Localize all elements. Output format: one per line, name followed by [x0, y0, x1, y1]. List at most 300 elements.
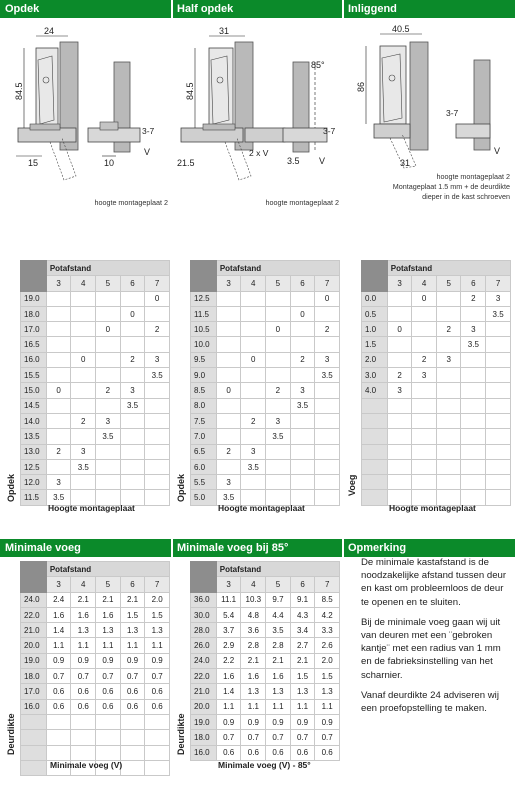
table-cell: 1.6: [216, 669, 241, 684]
table-cell: 2: [315, 322, 340, 337]
table-cell: 0.7: [241, 730, 266, 745]
table-row: [191, 714, 340, 729]
xlabel-opdek: Hoogte montageplaat: [48, 503, 135, 513]
table-cell: [71, 429, 96, 444]
row-header: 18.0: [21, 669, 47, 684]
table-corner: [191, 562, 217, 593]
table-row: [191, 459, 340, 474]
table-cell: 1.5: [315, 669, 340, 684]
column-header: 4: [71, 577, 96, 592]
table-cell: 3.5: [216, 490, 241, 505]
table-cell: [315, 413, 340, 428]
table-cell: 0.7: [290, 730, 315, 745]
table-row: [21, 730, 170, 745]
table-cell: 1.1: [71, 638, 96, 653]
table-cell: 0.7: [46, 669, 71, 684]
table-cell: 0: [387, 322, 412, 337]
row-header: 14.5: [21, 398, 47, 413]
table-cell: 2: [71, 413, 96, 428]
column-header: 7: [315, 276, 340, 291]
table-cell: 0.7: [315, 730, 340, 745]
row-header: 14.0: [21, 413, 47, 428]
xlabel-inliggend: Hoogte montageplaat: [389, 503, 476, 513]
table-cell: [387, 429, 412, 444]
table-cell: 0.6: [315, 745, 340, 760]
row-header: 1.0: [362, 322, 388, 337]
table-cell: [46, 352, 71, 367]
column-header: 7: [486, 276, 511, 291]
table-cell: [71, 337, 96, 352]
row-header: 2.0: [362, 352, 388, 367]
column-header: 5: [96, 276, 121, 291]
table-cell: [486, 337, 511, 352]
svg-text:3-7: 3-7: [323, 126, 336, 136]
table-cell: [120, 291, 145, 306]
header-inliggend: Inliggend: [343, 0, 515, 18]
table-row: [21, 714, 170, 729]
table-cell: [266, 475, 291, 490]
row-header: 8.0: [191, 398, 217, 413]
table-cell: 0.6: [120, 684, 145, 699]
column-header: 3: [46, 577, 71, 592]
table-cell: [216, 337, 241, 352]
table-cell: [145, 475, 170, 490]
table-cell: [315, 459, 340, 474]
table-cell: [120, 459, 145, 474]
table-cell: 0.7: [71, 669, 96, 684]
row-header: 19.0: [21, 653, 47, 668]
table-cell: 1.6: [46, 607, 71, 622]
table-cell: 3.3: [315, 623, 340, 638]
svg-text:21.5: 21.5: [177, 158, 195, 168]
table-cell: [387, 459, 412, 474]
svg-text:31: 31: [219, 26, 230, 36]
table-cell: 0: [315, 291, 340, 306]
table-cell: [145, 306, 170, 321]
dim-24: 24: [44, 26, 55, 36]
row-header: 17.0: [21, 684, 47, 699]
table-cell: 3.5: [96, 429, 121, 444]
row-header: 18.0: [21, 306, 47, 321]
table-cell: 3.5: [120, 398, 145, 413]
table-cell: 3: [387, 383, 412, 398]
table-row: [21, 398, 170, 413]
svg-text:31: 31: [400, 158, 411, 168]
table-corner: [21, 261, 47, 292]
table-row: [21, 638, 170, 653]
table-cell: [387, 291, 412, 306]
column-header: 3: [46, 276, 71, 291]
table-cell: 3.5: [266, 623, 291, 638]
table-cell: [436, 306, 461, 321]
table-cell: [96, 306, 121, 321]
table-cell: 4.2: [315, 607, 340, 622]
table-cell: [436, 429, 461, 444]
table-cell: [315, 429, 340, 444]
table-cell: [46, 291, 71, 306]
caption-half-opdek: hoogte montageplaat 2: [265, 198, 339, 207]
row-header: 12.5: [191, 291, 217, 306]
table-cell: [486, 352, 511, 367]
table-row: [191, 745, 340, 760]
svg-text:3.5: 3.5: [287, 156, 300, 166]
row-header: 19.0: [191, 714, 217, 729]
table-cell: 0: [120, 306, 145, 321]
table-cell: [387, 398, 412, 413]
ylabel-opdek: Opdek: [6, 473, 16, 502]
table-cell: 1.6: [241, 669, 266, 684]
remark-paragraph: Bij de minimale voeg gaan wij uit van deuren met een ¨gebroken kantje¨ met een radius van 1 mm en de fabrieksinstelling van het scharnier.: [361, 616, 501, 681]
table-cell: [436, 413, 461, 428]
table-cell: 4.4: [266, 607, 291, 622]
table-cell: [96, 291, 121, 306]
table-cell: [486, 490, 511, 505]
table-row: [21, 699, 170, 714]
table-cell: 3: [120, 383, 145, 398]
table-cell: 1.3: [315, 684, 340, 699]
table-cell: [241, 475, 266, 490]
table-cell: [461, 413, 486, 428]
table-cell: 0.7: [145, 669, 170, 684]
table-cell: [486, 383, 511, 398]
table-cell: 3.5: [315, 368, 340, 383]
table-row: [21, 669, 170, 684]
table-cell: [145, 714, 170, 729]
table-cell: [412, 459, 437, 474]
table-cell: 1.1: [241, 699, 266, 714]
table-cell: 3: [486, 291, 511, 306]
row-header: 18.0: [191, 730, 217, 745]
row-header: 20.0: [191, 699, 217, 714]
table-row: [191, 368, 340, 383]
row-header: [362, 444, 388, 459]
column-header: 6: [290, 276, 315, 291]
row-header: 12.5: [21, 459, 47, 474]
table-cell: [120, 714, 145, 729]
table-cell: [145, 398, 170, 413]
svg-text:86: 86: [356, 81, 366, 92]
table-cell: [145, 730, 170, 745]
drawing-opdek: [2, 20, 170, 195]
table-row: [191, 337, 340, 352]
table-cell: 0.6: [241, 745, 266, 760]
table-row: [362, 352, 511, 367]
table-cell: 0.7: [120, 669, 145, 684]
table-row: [191, 669, 340, 684]
table-cell: 2: [145, 322, 170, 337]
table-cell: [120, 760, 145, 775]
table-cell: [71, 322, 96, 337]
table-cell: 1.6: [71, 607, 96, 622]
table-cell: 3: [412, 368, 437, 383]
table-cell: [241, 337, 266, 352]
table-cell: 3: [315, 352, 340, 367]
table-cell: [71, 475, 96, 490]
table-cell: 2: [46, 444, 71, 459]
table-cell: [241, 306, 266, 321]
row-header: 1.5: [362, 337, 388, 352]
table-cell: [71, 306, 96, 321]
table-cell: 0.6: [71, 684, 96, 699]
table-cell: 3.5: [46, 490, 71, 505]
table-cell: [461, 383, 486, 398]
table-cell: 1.6: [266, 669, 291, 684]
table-row: [362, 383, 511, 398]
row-header: [21, 730, 47, 745]
header-minimale-voeg-85: Minimale voeg bij 85°: [172, 539, 342, 557]
column-header: 3: [216, 577, 241, 592]
column-header: 6: [290, 577, 315, 592]
table-row: [362, 444, 511, 459]
row-header: [362, 459, 388, 474]
table-cell: [266, 459, 291, 474]
table-cell: [290, 368, 315, 383]
table-cell: 2.0: [315, 653, 340, 668]
table-cell: [71, 398, 96, 413]
table-cell: 0: [266, 322, 291, 337]
table-cell: 3: [145, 352, 170, 367]
table-cell: [290, 291, 315, 306]
table-cell: [436, 459, 461, 474]
potafstand-header: Potafstand: [387, 261, 510, 276]
row-header: 4.0: [362, 383, 388, 398]
table-cell: 1.3: [266, 684, 291, 699]
row-header: [362, 413, 388, 428]
table-cell: [96, 352, 121, 367]
table-cell: 9.1: [290, 592, 315, 607]
table-cell: [71, 368, 96, 383]
header-opdek: Opdek: [0, 0, 171, 18]
drawing-half-opdek: [173, 20, 341, 195]
table-cell: [486, 429, 511, 444]
row-header: 6.0: [191, 459, 217, 474]
table-row: [21, 291, 170, 306]
table-cell: 8.5: [315, 592, 340, 607]
table-cell: [46, 322, 71, 337]
table-cell: 1.3: [120, 623, 145, 638]
table-cell: 0: [71, 352, 96, 367]
table-row: [191, 684, 340, 699]
table-cell: 3.5: [266, 429, 291, 444]
svg-text:3-7: 3-7: [142, 126, 155, 136]
table-cell: [216, 322, 241, 337]
table-cell: 1.1: [46, 638, 71, 653]
svg-text:V: V: [319, 156, 326, 166]
table-inliggend: [361, 260, 511, 506]
row-header: 12.0: [21, 475, 47, 490]
table-cell: [120, 475, 145, 490]
ylabel-inliggend: Voeg: [347, 474, 357, 496]
table-cell: 0.9: [266, 714, 291, 729]
table-cell: [412, 398, 437, 413]
table-row: [191, 322, 340, 337]
table-cell: [315, 398, 340, 413]
row-header: 24.0: [21, 592, 47, 607]
potafstand-header: Potafstand: [216, 562, 339, 577]
row-header: 22.0: [191, 669, 217, 684]
row-header: 30.0: [191, 607, 217, 622]
svg-text:V: V: [144, 147, 151, 157]
table-cell: [120, 730, 145, 745]
table-cell: 2: [241, 413, 266, 428]
table-cell: 0.9: [120, 653, 145, 668]
table-row: [362, 291, 511, 306]
table-row: [362, 368, 511, 383]
table-cell: [266, 352, 291, 367]
table-cell: 1.1: [120, 638, 145, 653]
table-minimale-voeg: [20, 561, 170, 776]
table-cell: 0: [46, 383, 71, 398]
row-header: 21.0: [191, 684, 217, 699]
table-cell: 1.5: [120, 607, 145, 622]
row-header: 16.0: [191, 745, 217, 760]
row-header: [362, 398, 388, 413]
table-cell: [461, 306, 486, 321]
table-cell: 0: [290, 306, 315, 321]
row-header: 13.5: [21, 429, 47, 444]
table-cell: [46, 337, 71, 352]
table-cell: [486, 413, 511, 428]
table-row: [21, 653, 170, 668]
table-cell: [436, 475, 461, 490]
table-cell: [120, 413, 145, 428]
table-cell: [96, 459, 121, 474]
table-cell: 2.1: [290, 653, 315, 668]
table-cell: 1.3: [145, 623, 170, 638]
table-row: [21, 413, 170, 428]
table-row: [362, 413, 511, 428]
table-cell: [46, 730, 71, 745]
table-cell: 0: [216, 383, 241, 398]
table-cell: 2.6: [315, 638, 340, 653]
table-cell: 1.1: [216, 699, 241, 714]
table-cell: [145, 413, 170, 428]
table-cell: 2: [266, 383, 291, 398]
table-cell: [46, 429, 71, 444]
row-header: 11.5: [191, 306, 217, 321]
table-corner: [21, 562, 47, 593]
table-cell: 3.7: [216, 623, 241, 638]
table-cell: [145, 745, 170, 760]
table-row: [191, 623, 340, 638]
table-cell: [96, 745, 121, 760]
table-cell: 1.1: [145, 638, 170, 653]
table-cell: 0.6: [145, 699, 170, 714]
potafstand-header: Potafstand: [216, 261, 339, 276]
table-cell: 1.1: [266, 699, 291, 714]
svg-text:15: 15: [28, 158, 39, 168]
row-header: 28.0: [191, 623, 217, 638]
table-cell: [145, 490, 170, 505]
table-cell: 3: [436, 352, 461, 367]
table-cell: [290, 337, 315, 352]
row-header: 9.5: [191, 352, 217, 367]
row-header: 22.0: [21, 607, 47, 622]
table-cell: 3.4: [290, 623, 315, 638]
table-cell: [290, 444, 315, 459]
table-row: [191, 291, 340, 306]
table-cell: [315, 383, 340, 398]
table-cell: [145, 383, 170, 398]
table-cell: 2: [120, 352, 145, 367]
table-cell: [71, 383, 96, 398]
table-cell: [290, 322, 315, 337]
table-half-opdek: [190, 260, 340, 506]
row-header: 10.0: [191, 337, 217, 352]
table-row: [21, 475, 170, 490]
row-header: 19.0: [21, 291, 47, 306]
table-cell: [290, 429, 315, 444]
table-minimale-voeg-85: [190, 561, 340, 761]
table-cell: 0.9: [145, 653, 170, 668]
table-cell: 3.5: [241, 459, 266, 474]
table-row: [21, 745, 170, 760]
table-cell: [96, 368, 121, 383]
table-cell: [461, 368, 486, 383]
ylabel-half-opdek: Opdek: [176, 473, 186, 502]
table-cell: [71, 730, 96, 745]
xlabel-minimale-voeg: Minimale voeg (V): [50, 760, 123, 770]
row-header: 17.0: [21, 322, 47, 337]
table-cell: 0.6: [216, 745, 241, 760]
table-cell: [461, 398, 486, 413]
table-cell: [46, 714, 71, 729]
table-cell: [216, 459, 241, 474]
table-row: [21, 352, 170, 367]
table-row: [191, 607, 340, 622]
table-cell: 0.9: [46, 653, 71, 668]
row-header: [21, 760, 47, 775]
svg-text:V: V: [494, 146, 501, 156]
table-cell: 2.4: [46, 592, 71, 607]
table-cell: [216, 306, 241, 321]
table-row: [21, 592, 170, 607]
table-cell: [120, 322, 145, 337]
table-cell: 0.9: [71, 653, 96, 668]
table-row: [21, 322, 170, 337]
table-cell: [96, 730, 121, 745]
caption-opdek: hoogte montageplaat 2: [94, 198, 168, 207]
table-cell: [46, 306, 71, 321]
table-cell: 5.4: [216, 607, 241, 622]
column-header: 7: [145, 276, 170, 291]
table-cell: 2: [461, 291, 486, 306]
potafstand-header: Potafstand: [46, 261, 169, 276]
table-cell: 9.7: [266, 592, 291, 607]
table-cell: 2: [436, 322, 461, 337]
table-cell: [216, 413, 241, 428]
table-cell: [241, 291, 266, 306]
table-cell: 0.9: [216, 714, 241, 729]
table-row: [362, 429, 511, 444]
svg-text:84.5: 84.5: [185, 82, 195, 100]
table-cell: 2: [412, 352, 437, 367]
header-opmerking: Opmerking: [343, 539, 515, 557]
table-cell: [412, 383, 437, 398]
xlabel-half-opdek: Hoogte montageplaat: [218, 503, 305, 513]
table-cell: [241, 368, 266, 383]
table-row: [191, 475, 340, 490]
column-header: 5: [96, 577, 121, 592]
table-cell: 0.7: [216, 730, 241, 745]
table-cell: [486, 368, 511, 383]
table-row: [191, 383, 340, 398]
svg-text:40.5: 40.5: [392, 24, 410, 34]
table-cell: 3: [241, 444, 266, 459]
table-cell: [412, 444, 437, 459]
row-header: 0.0: [362, 291, 388, 306]
xlabel-minimale-voeg-85: Minimale voeg (V) - 85°: [218, 760, 311, 770]
